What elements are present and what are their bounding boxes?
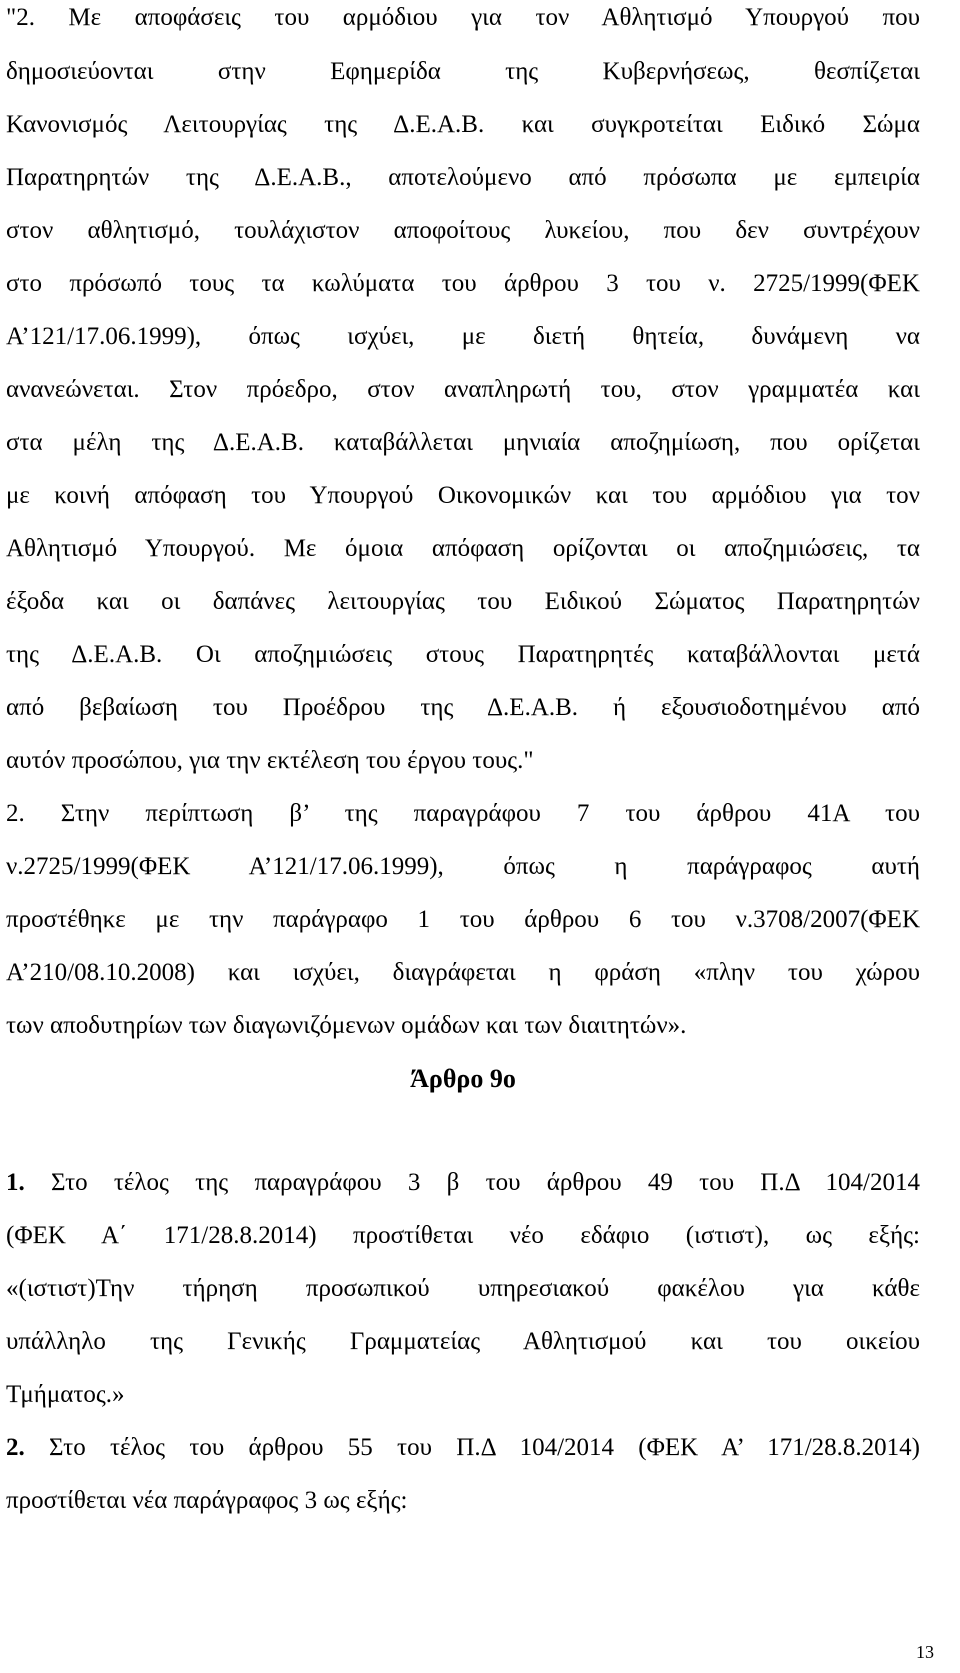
text-line: στον αθλητισμό, τουλάχιστον αποφοίτους λυκείου, που δεν συντρέχουν (6, 217, 920, 244)
text-line: 2. Στην περίπτωση β’ της παραγράφου 7 του άρθρου 41Α του (6, 800, 920, 827)
text-span: Στο τέλος του άρθρου 55 του Π.Δ 104/2014 (ΦΕΚ Α’ 171/28.8.2014) (24, 1434, 920, 1461)
text-line: προστίθεται νέα παράγραφος 3 ως εξής: (6, 1487, 408, 1514)
text-line: Α’210/08.10.2008) και ισχύει, διαγράφεται η φράση «πλην του χώρου (6, 959, 920, 986)
text-line: υπάλληλο της Γενικής Γραμματείας Αθλητισμού και του οικείου (6, 1328, 920, 1355)
text-line: ανανεώνεται. Στον πρόεδρο, στον αναπληρωτή του, στον γραμματέα και (6, 376, 920, 403)
text-line: δημοσιεύονται στην Εφημερίδα της Κυβερνήσεως, θεσπίζεται (6, 58, 920, 85)
text-line: των αποδυτηρίων των διαγωνιζόμενων ομάδων και των διαιτητών». (6, 1012, 687, 1039)
text-line (6, 1432, 920, 1464)
article-heading: Άρθρο 9ο (410, 1064, 516, 1093)
text-line: (ΦΕΚ Α΄ 171/28.8.2014) προστίθεται νέο εδάφιο (ιστιστ), ως εξής: (6, 1222, 920, 1249)
text-line: "2. Με αποφάσεις του αρμόδιου για τον Αθλητισμό Υπουργού που (6, 4, 920, 31)
page-number: 13 (916, 1642, 934, 1662)
text-line: Κανονισμός Λειτουργίας της Δ.Ε.Α.Β. και συγκροτείται Ειδικό Σώμα (6, 111, 920, 138)
text-line: Παρατηρητών της Δ.Ε.Α.Β., αποτελούμενο από πρόσωπα με εμπειρία (6, 164, 920, 191)
paragraph-number: 1. (6, 1169, 25, 1196)
text-span: Στο τέλος της παραγράφου 3 β του άρθρου 49 του Π.Δ 104/2014 (24, 1169, 920, 1196)
text-line: στο πρόσωπό τους τα κωλύματα του άρθρου 3 του ν. 2725/1999(ΦΕΚ (6, 270, 920, 297)
text-line: αυτόν προσώπου, για την εκτέλεση του έργου τους." (6, 747, 534, 774)
text-line: ν.2725/1999(ΦΕΚ Α’121/17.06.1999), όπως η παράγραφος αυτή (6, 853, 920, 880)
text-line: Τμήματος.» (6, 1381, 125, 1408)
text-line: Αθλητισμό Υπουργού. Με όμοια απόφαση ορίζονται οι αποζημιώσεις, τα (6, 535, 920, 562)
text-line: στα μέλη της Δ.Ε.Α.Β. καταβάλλεται μηνιαία αποζημίωση, που ορίζεται (6, 429, 920, 456)
text-line: προστέθηκε με την παράγραφο 1 του άρθρου 6 του ν.3708/2007(ΦΕΚ (6, 906, 920, 933)
text-line: της Δ.Ε.Α.Β. Οι αποζημιώσεις στους Παρατηρητές καταβάλλονται μετά (6, 641, 920, 668)
text-line: «(ιστιστ)Την τήρηση προσωπικού υπηρεσιακού φακέλου για κάθε (6, 1275, 920, 1302)
text-line: με κοινή απόφαση του Υπουργού Οικονομικών και του αρμόδιου για τον (6, 482, 920, 509)
paragraph-number: 2. (6, 1434, 25, 1461)
text-line: έξοδα και οι δαπάνες λειτουργίας του Ειδικού Σώματος Παρατηρητών (6, 588, 920, 615)
text-line: Α’121/17.06.1999), όπως ισχύει, με διετή θητεία, δυνάμενη να (6, 323, 920, 350)
text-line: από βεβαίωση του Προέδρου της Δ.Ε.Α.Β. ή εξουσιοδοτημένου από (6, 694, 920, 721)
text-line (6, 1167, 920, 1199)
